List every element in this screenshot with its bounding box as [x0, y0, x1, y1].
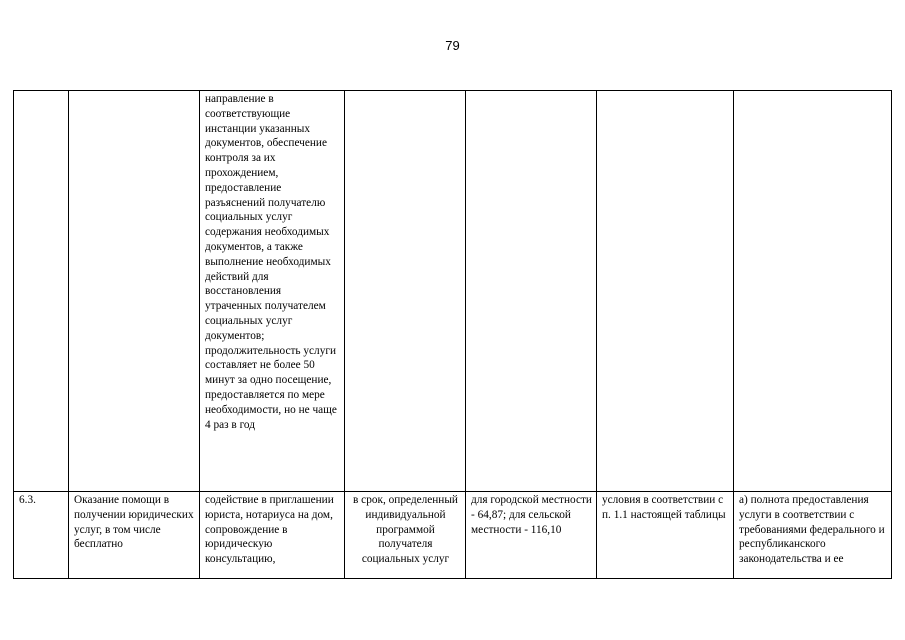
- cell-service-name: [69, 91, 200, 492]
- cell-quality-indicators: [734, 91, 892, 492]
- cell-number: [14, 91, 69, 492]
- cell-service-term: в срок, определенный индивидуальной программой получателя социальных услуг: [345, 492, 466, 579]
- cell-service-description: содействие в приглашении юриста, нотариуса на дом, сопровождение в юридическую консультацию,: [200, 492, 345, 579]
- cell-conditions: условия в соответствии с п. 1.1 настоящей таблицы: [597, 492, 734, 579]
- cell-service-term: [345, 91, 466, 492]
- page-number: 79: [445, 38, 460, 53]
- table-row: [14, 492, 892, 579]
- cell-service-description: направление в соответствующие инстанции указанных документов, обеспечение контроля за их прохождением, предоставление разъяснений получателю социальных услуг содержания необходимых документов, а также выполнение необходимых действий для восстановления утраченных получателем социальных услуг документов; продолжительность услуги составляет не более 50 минут за одно посещение, предоставляется по мере необходимости, но не чаще 4 раз в год: [200, 91, 345, 492]
- cell-conditions: [597, 91, 734, 492]
- services-table: [13, 90, 892, 579]
- table-row: [14, 91, 892, 492]
- cell-tariff: для городской местности - 64,87; для сельской местности - 116,10: [466, 492, 597, 579]
- cell-service-name: Оказание помощи в получении юридических услуг, в том числе бесплатно: [69, 492, 200, 579]
- cell-number: 6.3.: [14, 492, 69, 579]
- cell-quality-indicators: а) полнота предоставления услуги в соответствии с требованиями федерального и республиканского законодательства и ее: [734, 492, 892, 579]
- cell-tariff: [466, 91, 597, 492]
